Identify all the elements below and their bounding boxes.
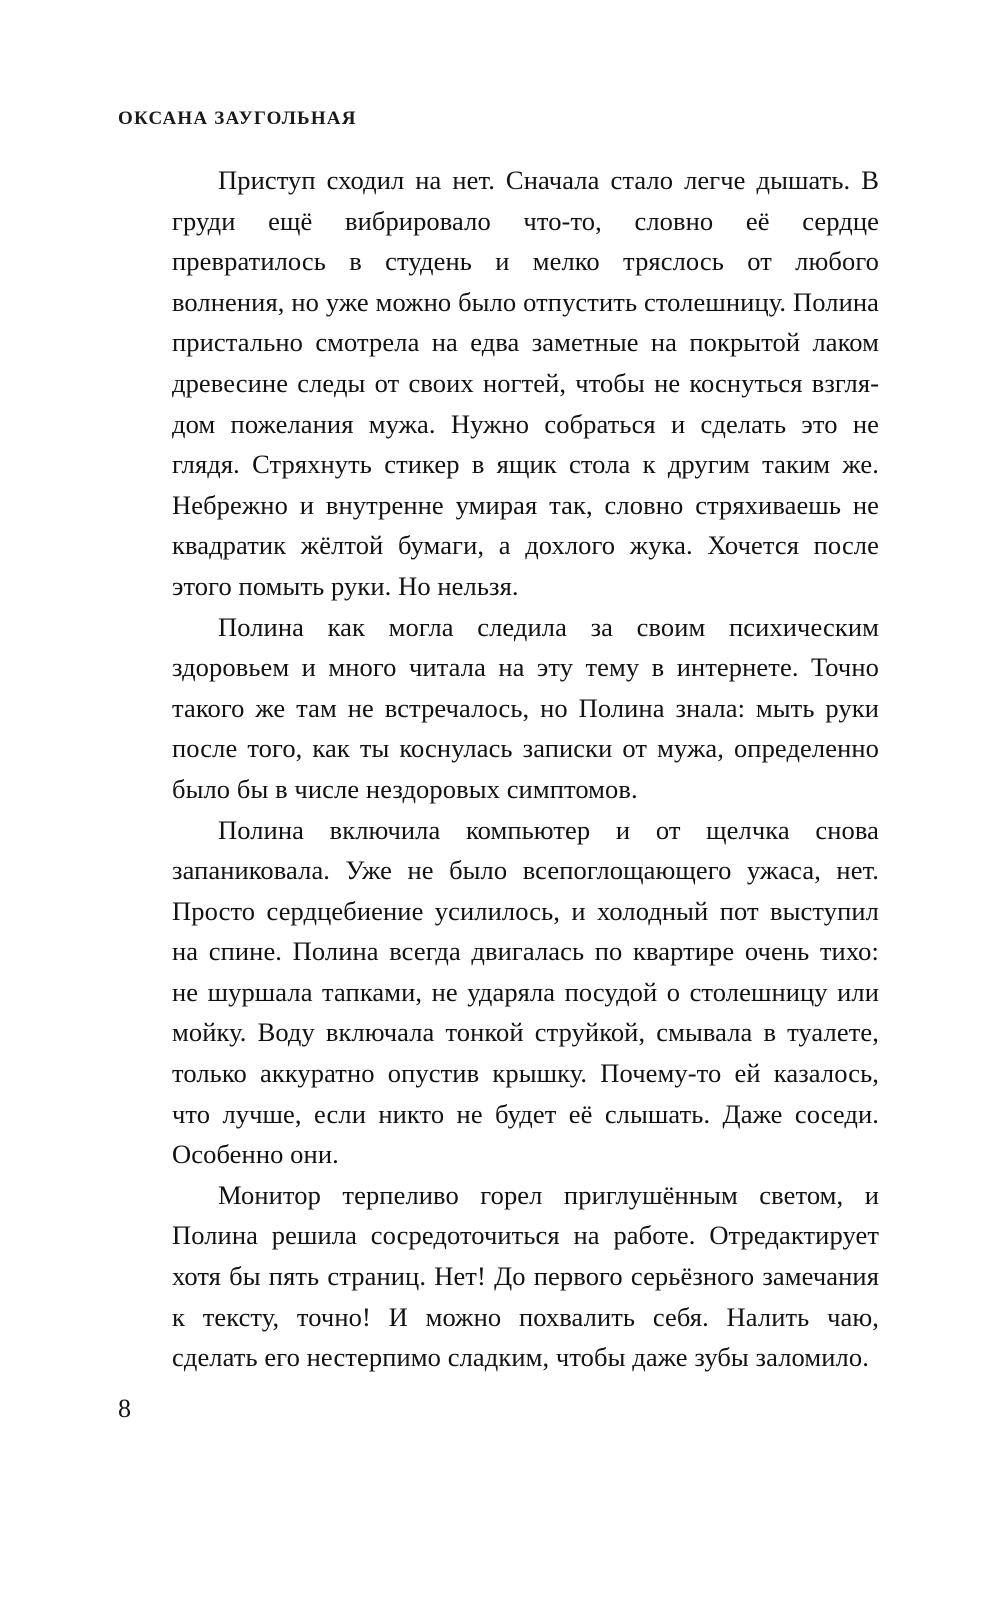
paragraph: Монитор терпеливо горел приглушённым светом, и Полина решила сосредоточиться на работе. Отредактирует хотя бы пять страниц. Нет! До первого серьёзного замечания к тексту, точно! И можно похвалить себя. Налить чаю, сделать его нестерпимо сладким, чтобы даже зубы заломило. [172,1179,879,1373]
paragraph: Приступ сходил на нет. Сначала стало легче дышать. В груди ещё вибрировало что-то, словно её сердце превратилось в студень и мелко тряслось от любого волнения, но уже можно было отпустить столешницу. Полина пристально смотрела на едва заметные на покрытой лаком древесине следы от своих ногтей, чтобы не коснуться взглядом пожелания мужа. Нужно собраться и сделать это не глядя. Стряхнуть стикер в ящик стола к другим таким же. Небрежно и внутренне умирая так, словно стряхиваешь не квадратик жёлтой бумаги, а дохлого жука. Хочется после этого помыть руки. Но нельзя. [172,165,879,601]
page-number: 8 [118,1394,131,1423]
paragraph: Полина включила компьютер и от щелчка снова запаниковала. Уже не было всепоглощающего ужаса, нет. Просто сердцебиение усилилось, и холодный пот выступил на спине. Полина всегда двигалась по квартире очень тихо: не шуршала тапками, не ударяла посудой о столешницу или мойку. Воду включала тонкой струйкой, смывала в туалете, только аккуратно опустив крышку. Почему-то ей казалось, что лучше, если никто не будет её слышать. Даже соседи. Особенно они. [172,814,879,1170]
paragraph: Полина как могла следила за своим психическим здоровьем и много читала на эту тему в интернете. Точно такого же там не встречалось, но Полина знала: мыть руки после того, как ты коснулась записки от мужа, определенно было бы в числе нездоровых симптомов. [172,611,879,804]
body-text [172,160,879,1378]
running-head-author: ОКСАНА ЗАУГОЛЬНАЯ [118,108,357,129]
